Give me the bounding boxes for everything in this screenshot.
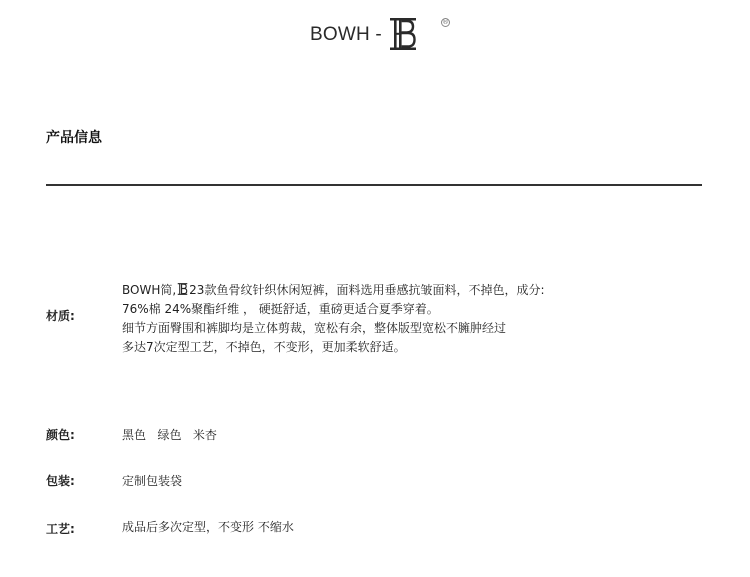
material-description — [122, 282, 545, 358]
material-line-1 — [122, 282, 545, 298]
material-line-1-suffix: 23款鱼骨纹针织休闲短裤，面料选用垂感抗皱面料，不掉色，成分: — [189, 283, 545, 297]
material-line-1-prefix: BOWH简, — [122, 283, 177, 297]
registered-mark: ® — [442, 18, 449, 26]
bh-monogram-icon — [388, 16, 418, 52]
material-label: 材质: — [46, 309, 75, 323]
brand-name: BOWH - — [310, 23, 382, 45]
section-title: 产品信息 — [46, 130, 102, 146]
material-line-4: 多达7次定型工艺，不掉色，不变形，更加柔软舒适。 — [122, 340, 406, 354]
section-divider — [46, 184, 702, 186]
craft-label: 工艺: — [46, 522, 75, 536]
material-line-3: 细节方面臀围和裤脚均是立体剪裁，宽松有余，整体版型宽松不臃肿经过 — [122, 321, 507, 335]
bh-monogram-icon — [177, 282, 188, 296]
packaging-value: 定制包装袋 — [122, 474, 183, 488]
craft-value: 成品后多次定型，不变形 不缩水 — [122, 520, 294, 534]
color-value: 黑色 绿色 米杏 — [122, 428, 217, 442]
material-line-2: 76%棉 24%聚酯纤维 ， 硬挺舒适，重磅更适合夏季穿着。 — [122, 302, 439, 316]
color-label: 颜色: — [46, 428, 75, 442]
brand-logo — [310, 14, 418, 54]
packaging-label: 包装: — [46, 474, 75, 488]
